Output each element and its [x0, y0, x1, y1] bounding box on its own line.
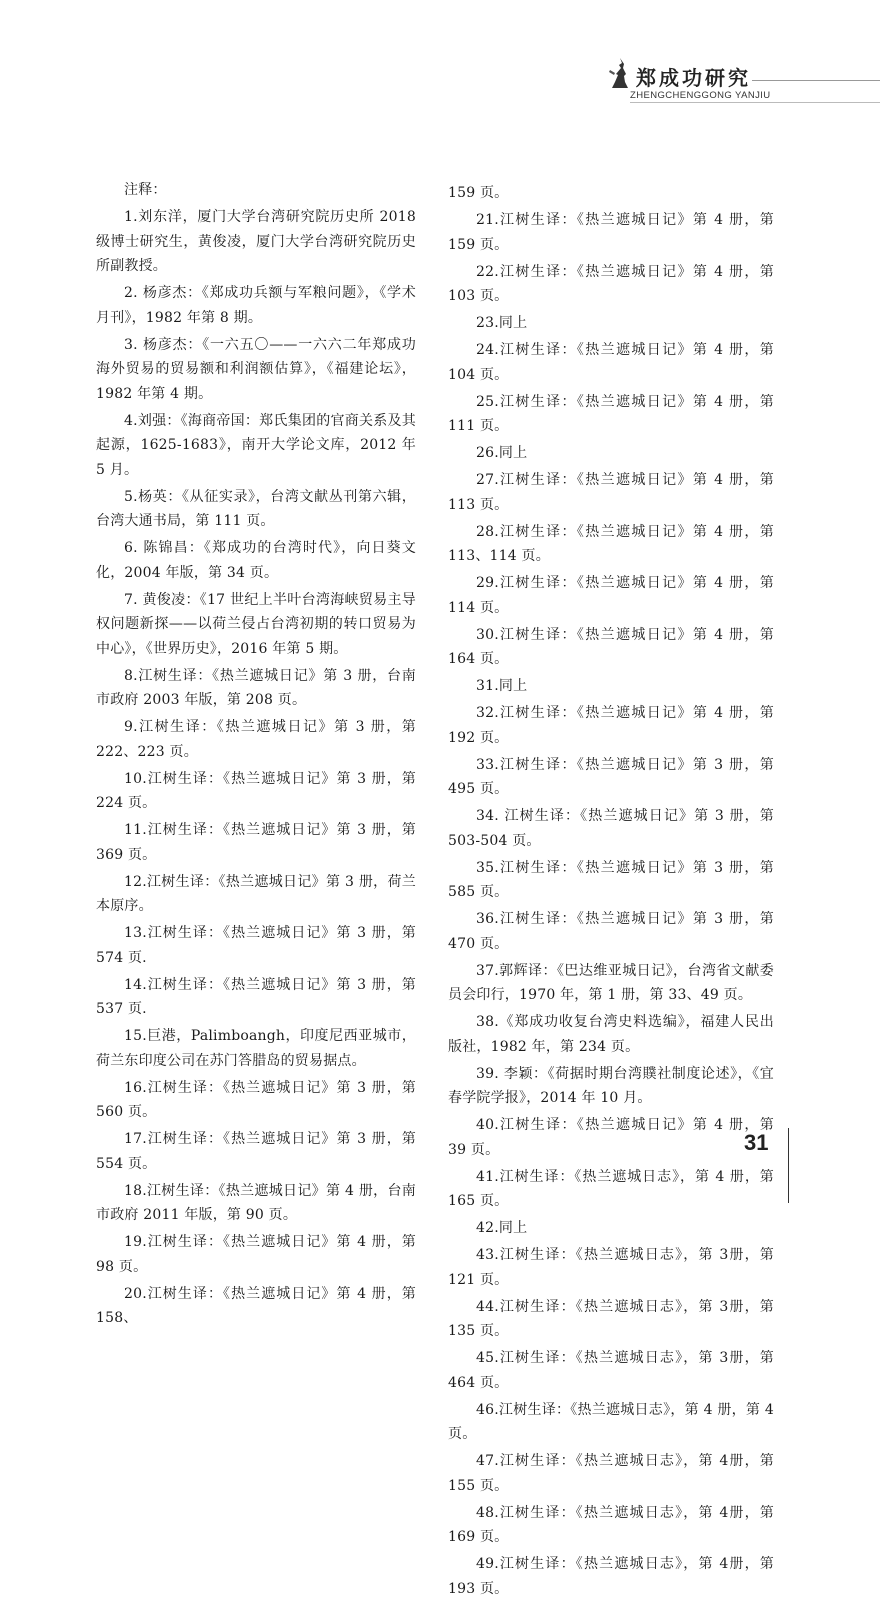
note-item: 40.江树生译：《热兰遮城日记》第 4 册，第 39 页。: [448, 1117, 774, 1158]
note-item: 18.江树生译：《热兰遮城日记》第 4 册，台南市政府 2011 年版，第 90 页。: [96, 1182, 416, 1223]
notes-right-column: [448, 181, 774, 1604]
header-rule: [752, 80, 880, 81]
note-item: 41.江树生译：《热兰遮城日志》，第 4 册，第 165 页。: [448, 1168, 774, 1209]
note-item: 20.江树生译：《热兰遮城日记》第 4 册，第 158、: [96, 1285, 416, 1326]
note-item: 28.江树生译：《热兰遮城日记》第 4 册，第 113、114 页。: [448, 523, 774, 564]
note-item: 2. 杨彦杰：《郑成功兵额与军粮问题》，《学术月刊》，1982 年第 8 期。: [96, 285, 416, 326]
note-item: 46.江树生译：《热兰遮城日志》，第 4 册，第 4 页。: [448, 1401, 774, 1442]
note-item: 15.巨港，Palimboangh，印度尼西亚城市，荷兰东印度公司在苏门答腊岛的贸易据点。: [96, 1028, 416, 1069]
note-item: 16.江树生译：《热兰遮城日记》第 3 册，第 560 页。: [96, 1079, 416, 1120]
note-item: 23.同上: [476, 315, 528, 331]
note-item: 38.《郑成功收复台湾史料选编》，福建人民出版社，1982 年，第 234 页。: [448, 1014, 774, 1055]
note-item: 12.江树生译：《热兰遮城日记》第 3 册，荷兰本原序。: [96, 873, 416, 914]
note-item: 5.杨英：《从征实录》，台湾文献丛刊第六辑，台湾大通书局，第 111 页。: [96, 488, 416, 529]
note-item: 47.江树生译：《热兰遮城日志》，第 4册，第 155 页。: [448, 1453, 774, 1494]
journal-title: 郑成功研究: [636, 66, 751, 90]
note-item: 34. 江树生译：《热兰遮城日记》第 3 册，第 503-504 页。: [448, 808, 774, 849]
note-item: 24.江树生译：《热兰遮城日记》第 4 册，第 104 页。: [448, 342, 774, 383]
note-item: 27.江树生译：《热兰遮城日记》第 4 册，第 113 页。: [448, 472, 774, 513]
note-item: 43.江树生译：《热兰遮城日志》，第 3册，第 121 页。: [448, 1247, 774, 1288]
header-underline: [630, 102, 880, 103]
note-item: 22.江树生译：《热兰遮城日记》第 4 册，第 103 页。: [448, 263, 774, 304]
note-continuation: 159 页。: [448, 185, 509, 201]
note-item: 48.江树生译：《热兰遮城日志》，第 4册，第 169 页。: [448, 1504, 774, 1545]
note-item: 39. 李颖：《荷据时期台湾贌社制度论述》，《宜春学院学报》，2014 年 10 月。: [448, 1065, 774, 1106]
note-item: 36.江树生译：《热兰遮城日记》第 3 册，第 470 页。: [448, 911, 774, 952]
notes-left-column: [96, 178, 416, 1333]
running-header: [0, 0, 880, 110]
note-item: 17.江树生译：《热兰遮城日记》第 3 册，第 554 页。: [96, 1131, 416, 1172]
note-item: 25.江树生译：《热兰遮城日记》第 4 册，第 111 页。: [448, 393, 774, 434]
note-item: 32.江树生译：《热兰遮城日记》第 4 册，第 192 页。: [448, 705, 774, 746]
note-item: 9.江树生译：《热兰遮城日记》第 3 册，第 222、223 页。: [96, 719, 416, 760]
note-item: 29.江树生译：《热兰遮城日记》第 4 册，第 114 页。: [448, 575, 774, 616]
page-number-rule: [788, 1128, 789, 1203]
note-item: 10.江树生译：《热兰遮城日记》第 3 册，第 224 页。: [96, 770, 416, 811]
note-item: 35.江树生译：《热兰遮城日记》第 3 册，第 585 页。: [448, 859, 774, 900]
note-item: 45.江树生译：《热兰遮城日志》，第 3册，第 464 页。: [448, 1350, 774, 1391]
note-item: 13.江树生译：《热兰遮城日记》第 3 册，第 574 页.: [96, 925, 416, 966]
journal-subtitle: ZHENGCHENGGONG YANJIU: [630, 90, 771, 101]
note-item: 21.江树生译：《热兰遮城日记》第 4 册，第 159 页。: [448, 212, 774, 253]
note-item: 33.江树生译：《热兰遮城日记》第 3 册，第 495 页。: [448, 756, 774, 797]
note-item: 42.同上: [476, 1220, 528, 1236]
note-item: 6. 陈锦昌：《郑成功的台湾时代》，向日葵文化，2004 年版，第 34 页。: [96, 540, 416, 581]
note-item: 30.江树生译：《热兰遮城日记》第 4 册，第 164 页。: [448, 626, 774, 667]
note-item: 8.江树生译：《热兰遮城日记》第 3 册，台南市政府 2003 年版，第 208 页。: [96, 667, 416, 708]
note-item: 31.同上: [476, 678, 528, 694]
note-item: 7. 黄俊凌：《17 世纪上半叶台湾海峡贸易主导权问题新探——以荷兰侵占台湾初期的转口贸易为中心》，《世界历史》，2016 年第 5 期。: [96, 591, 416, 657]
note-item: 4.刘强：《海商帝国：郑氏集团的官商关系及其起源，1625-1683》，南开大学论文库，2012 年 5 月。: [96, 412, 416, 478]
page-number: 31: [744, 1130, 769, 1155]
note-item: 37.郭辉译：《巴达维亚城日记》，台湾省文献委员会印行，1970 年，第 1 册，第 33、49 页。: [448, 962, 774, 1003]
note-item: 26.同上: [476, 445, 528, 461]
note-item: 14.江树生译：《热兰遮城日记》第 3 册，第 537 页.: [96, 976, 416, 1017]
note-item: 44.江树生译：《热兰遮城日志》，第 3册，第 135 页。: [448, 1298, 774, 1339]
note-item: 3. 杨彦杰：《一六五〇——一六六二年郑成功海外贸易的贸易额和利润额估算》，《福建论坛》，1982 年第 4 期。: [96, 336, 416, 402]
figure-logo-icon: [606, 56, 634, 90]
note-item: 1.刘东洋，厦门大学台湾研究院历史所 2018 级博士研究生，黄俊凌，厦门大学台湾研究院历史所副教授。: [96, 209, 416, 274]
note-item: 19.江树生译：《热兰遮城日记》第 4 册，第 98 页。: [96, 1234, 416, 1275]
note-item: 49.江树生译：《热兰遮城日志》，第 4册，第 193 页。: [448, 1556, 774, 1597]
note-item: 11.江树生译：《热兰遮城日记》第 3 册，第 369 页。: [96, 822, 416, 863]
notes-heading: 注释：: [124, 182, 167, 198]
